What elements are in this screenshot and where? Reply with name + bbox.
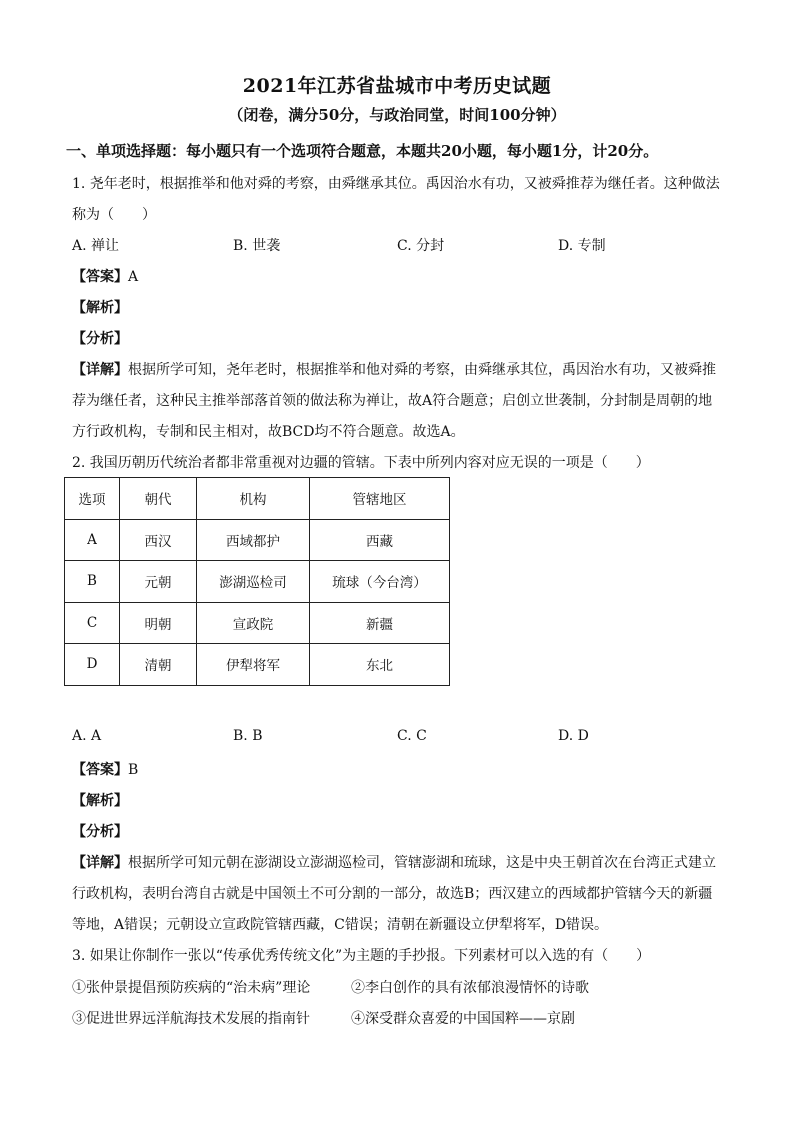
- q2-option-d: D. D: [558, 728, 589, 744]
- table-header-cell: 管辖地区: [310, 478, 450, 520]
- table-cell: 元朝: [120, 561, 197, 603]
- q2-stem: 2. 我国历朝历代统治者都非常重视对边疆的管辖。下表中所列内容对应无误的一项是（ ）: [72, 455, 650, 471]
- q1-detail-line2: 荐为继任者，这种民主推举部落首领的做法称为禅让，故A符合题意；启创立世袭制，分封制是周朝的地: [72, 393, 713, 409]
- detail-text: 根据所学可知，尧年老时，根据推举和他对舜的考察，由舜继承其位，禹因治水有功，又被舜推: [128, 362, 716, 378]
- answer-value: A: [128, 269, 139, 285]
- answer-value: B: [128, 762, 139, 778]
- table-cell: 西汉: [120, 519, 197, 561]
- table-row: [65, 561, 450, 603]
- table-cell: D: [65, 644, 120, 686]
- q1-answer: [72, 266, 138, 286]
- q2-option-c: C. C: [397, 728, 427, 744]
- q1-option-a: A. 禅让: [72, 238, 120, 254]
- q3-item-3: ③促进世界远洋航海技术发展的指南针: [72, 1011, 310, 1027]
- q1-detail-line3: 方行政机构，专制和民主相对，故BCD均不符合题意。故选A。: [72, 424, 465, 440]
- table-cell: 新疆: [310, 602, 450, 644]
- q1-stem-line1: 1. 尧年老时，根据推举和他对舜的考察，由舜继承其位。禹因治水有功，又被舜推荐为继任者。这种做法: [72, 176, 720, 192]
- q3-item-2: ②李白创作的具有浓郁浪漫情怀的诗歌: [351, 980, 589, 996]
- q2-detail-line3: 等地，A错误；元朝设立宣政院管辖西藏，C错误；清朝在新疆设立伊犁将军，D错误。: [72, 917, 609, 933]
- q3-item-1: ①张仲景提倡预防疾病的“治未病”理论: [72, 980, 311, 996]
- q2-detail-line2: 行政机构，表明台湾自古就是中国领土不可分割的一部分，故选B；西汉建立的西域都护管辖今天的新疆: [72, 886, 713, 902]
- table-cell: 澎湖巡检司: [197, 561, 310, 603]
- answer-tag: 【答案】: [72, 762, 128, 778]
- detail-text: 根据所学可知元朝在澎湖设立澎湖巡检司，管辖澎湖和琉球，这是中央王朝首次在台湾正式建立: [128, 855, 716, 871]
- q1-stem-line2: 称为（ ）: [72, 207, 156, 223]
- detail-tag: 【详解】: [72, 855, 128, 871]
- q2-option-a: A. A: [72, 728, 102, 744]
- table-header-cell: 选项: [65, 478, 120, 520]
- q1-fenxi-tag: 【分析】: [72, 331, 128, 347]
- q3-item-4: ④深受群众喜爱的中国国粹——京剧: [351, 1011, 575, 1027]
- table-cell: C: [65, 602, 120, 644]
- table-cell: 宣政院: [197, 602, 310, 644]
- section-heading: 一、单项选择题：每小题只有一个选项符合题意，本题共20小题，每小题1分，计20分。: [66, 142, 659, 160]
- table-cell: A: [65, 519, 120, 561]
- q2-detail-line1: [72, 852, 716, 872]
- table-cell: 清朝: [120, 644, 197, 686]
- table-cell: 西域都护: [197, 519, 310, 561]
- q1-option-b: B. 世袭: [233, 238, 281, 254]
- table-row: [65, 644, 450, 686]
- table-cell: 伊犁将军: [197, 644, 310, 686]
- table-cell: 琉球（今台湾）: [310, 561, 450, 603]
- q2-option-b: B. B: [233, 728, 263, 744]
- page-subtitle: （闭卷，满分50分，与政治同堂，时间100分钟）: [228, 106, 566, 124]
- q1-detail-line1: [72, 359, 716, 379]
- table-row: [65, 519, 450, 561]
- q2-analysis-tag: 【解析】: [72, 793, 128, 809]
- q2-answer: [72, 759, 138, 779]
- table-header-row: [65, 478, 450, 520]
- q1-analysis-tag: 【解析】: [72, 300, 128, 316]
- table-header-cell: 机构: [197, 478, 310, 520]
- table-row: [65, 602, 450, 644]
- q2-table: [64, 477, 450, 686]
- answer-tag: 【答案】: [72, 269, 128, 285]
- table-cell: B: [65, 561, 120, 603]
- table-cell: 东北: [310, 644, 450, 686]
- table-header-cell: 朝代: [120, 478, 197, 520]
- q2-fenxi-tag: 【分析】: [72, 824, 128, 840]
- page-title: 2021年江苏省盐城市中考历史试题: [242, 75, 552, 97]
- q1-option-d: D. 专制: [558, 238, 606, 254]
- detail-tag: 【详解】: [72, 362, 128, 378]
- q1-option-c: C. 分封: [397, 238, 445, 254]
- table-cell: 明朝: [120, 602, 197, 644]
- q3-stem: 3. 如果让你制作一张以“传承优秀传统文化”为主题的手抄报。下列素材可以入选的有（ ）: [72, 948, 651, 964]
- table-cell: 西藏: [310, 519, 450, 561]
